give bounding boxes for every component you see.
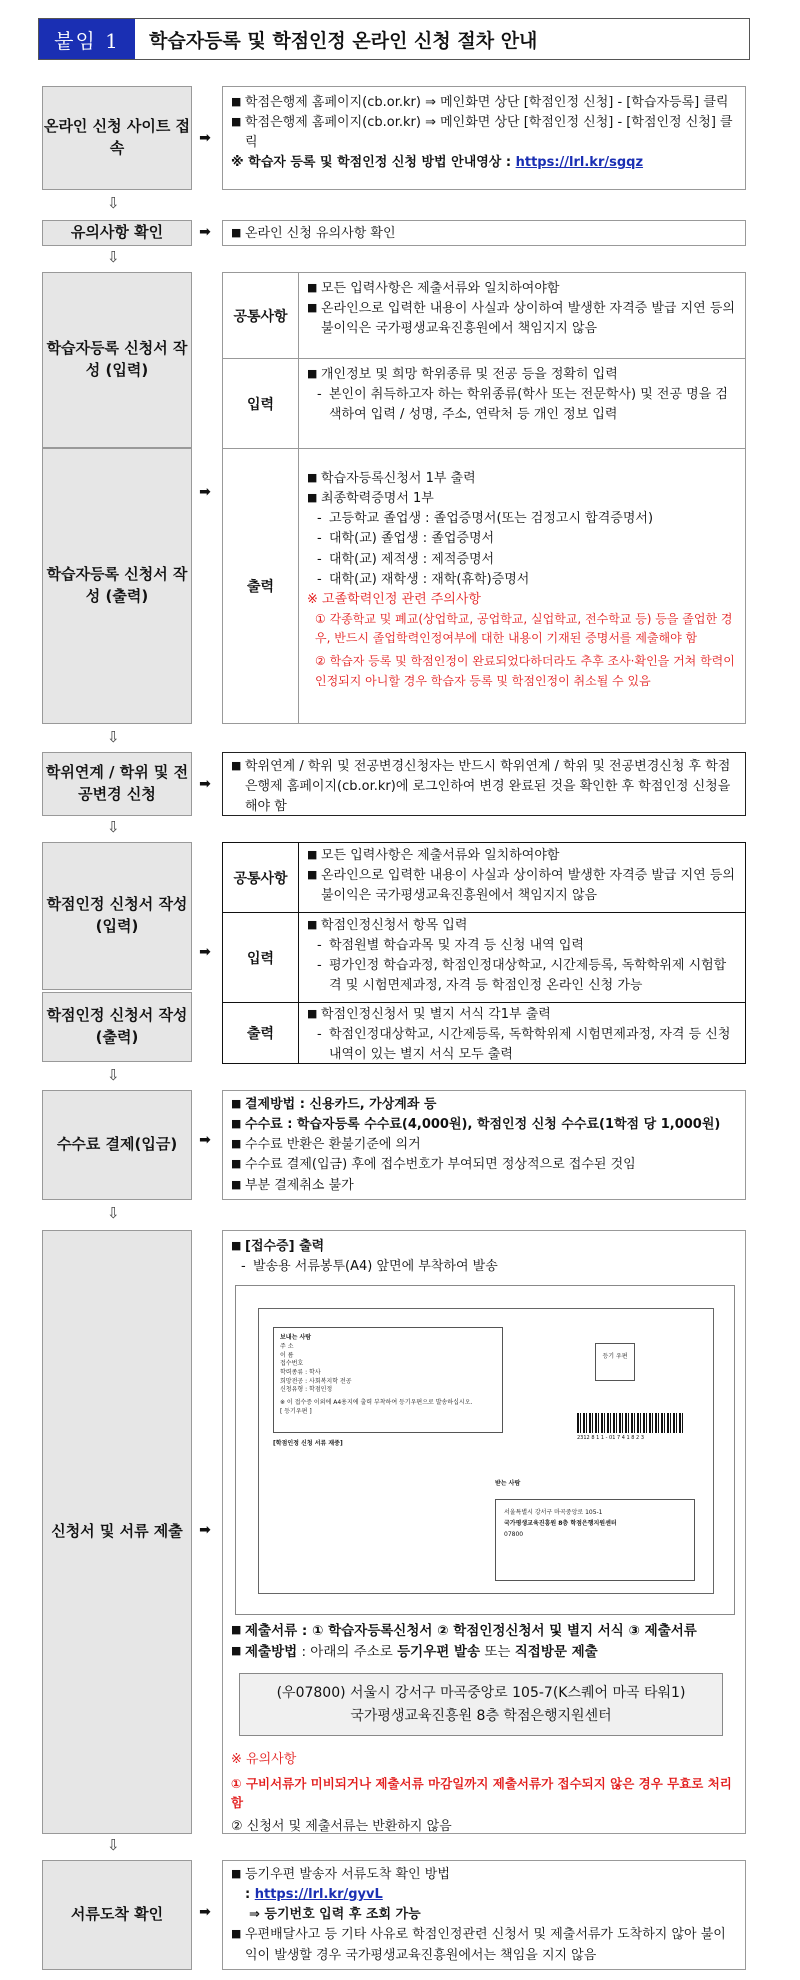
input-sub-1: - 학점원별 학습과목 및 자격 등 신청 내역 입력 (307, 936, 737, 956)
barcode-number: 2312 8 1 1 - 01 7 4 1 8 2 3 (577, 1435, 645, 1442)
input-sub: - 본인이 취득하고자 하는 학위종류(학사 또는 전문학사) 및 전공 명을 검색하여 입력 / 성명, 주소, 연락처 등 개인 정보 입력 (307, 385, 737, 425)
step-caution-check: 유의사항 확인 (42, 220, 192, 246)
step-site-access-content: ■ 학점은행제 홈페이지(cb.or.kr) ⇒ 메인화면 상단 [학점인정 신청] - [학습자등록] 클릭 ■ 학점은행제 홈페이지(cb.or.kr) ⇒ 메인화면 상단 [학점인정 신청] - [학점인정 신청] 클릭 ※ 학습자 등록 및 학점인정 신청 방법 안내영상 : https://lrl.kr/sgqz (222, 86, 746, 190)
link-prefix: : (245, 1887, 255, 1903)
recipient-line: 서울특별시 강서구 마곡중앙로 105-1 (504, 1509, 603, 1517)
caution-line: 온라인 신청 유의사항 확인 (245, 226, 396, 241)
down-arrow-icon: ⇩ (107, 728, 120, 746)
down-arrow-icon: ⇩ (107, 1066, 120, 1084)
right-arrow-icon: ➡ (199, 1132, 211, 1148)
envelope-mark: [학점인정 신청 서류 재중] (273, 1440, 343, 1448)
address-line-2: 국가평생교육진흥원 8층 학점은행지원센터 (350, 1707, 612, 1724)
fee-line-2: 수수료 : 학습자등록 수수료(4,000원), 학점인정 신청 수수료(1학점 당 1,000원) (245, 1117, 721, 1133)
output-line: 학점인정신청서 및 별지 서식 각1부 출력 (321, 1007, 551, 1022)
sender-field: 신청유형 : 학점인정 (280, 1386, 333, 1394)
page-header (38, 18, 750, 60)
step-credit-output: 학점인정 신청서 작성(출력) (42, 992, 192, 1062)
submit-caution-1: ① 구비서류가 미비되거나 제출서류 마감일까지 제출서류가 접수되지 않은 경우 무효로 처리함 (231, 1776, 732, 1811)
sender-field: 희망전공 : 사회복지학 전공 (280, 1377, 352, 1385)
down-arrow-icon: ⇩ (107, 1836, 120, 1854)
learner-registration-table: 공통사항 ■ 모든 입력사항은 제출서류와 일치하여야함 ■ 온라인으로 입력한 내용이 사실과 상이하여 발생한 자격증 발급 지연 등의 불이익은 국가평생교육진흥원에서 책임지지 않음 입력 ■ 개인정보 및 희망 학위종류 및 전공 등을 정확히 입력 - 본인이 취득하고자 하는 학위종류(학사 또는 전문학사) 및 전공 명을 검색하여 입력 / 성명, 주소, 연락처 등 개인 정보 입력 출력 ■ 학습자등록신청서 1부 출력 ■ 최종학력증명서 1부 - 고등학교 졸업생 : 졸업증명서(또는 검정고시 합격증명서) - 대학(교) 졸업생 : 졸업증명서 - 대학(교) 제적생 : 제적증명서 - 대학(교) 재학생 : 재학(휴학)증명서 ※ 고졸학력인정 관련 주의사항 ① 각종학교 및 폐교(상업학교, 공업학교, 실업학교, 전수학교 등) 등을 졸업한 경우, 반드시 졸업학력인정여부에 대한 내용이 기재된 증명서를 제출해야 함 ② 학습자 등록 및 학점인정이 완료되었다하더라도 추후 조사·확인을 거쳐 학력이 인정되지 아니할 경우 학습자 등록 및 학점인정이 취소될 수 있음 (222, 272, 746, 724)
fee-line-5: 부분 결제취소 불가 (245, 1177, 354, 1193)
arrival-line-1: 등기우편 발송자 서류도착 확인 방법 (245, 1867, 450, 1882)
output-line-1: 학습자등록신청서 1부 출력 (321, 471, 476, 486)
right-arrow-icon: ➡ (199, 1904, 211, 1920)
right-arrow-icon: ➡ (199, 1522, 211, 1538)
hs-caution-1: ① 각종학교 및 폐교(상업학교, 공업학교, 실업학교, 전수학교 등) 등을 졸업한 경우, 반드시 졸업학력인정여부에 대한 내용이 기재된 증명서를 제출해야 함 (315, 611, 733, 646)
submit-caution-2: ② 신청서 및 제출서류는 반환하지 않음 (231, 1818, 452, 1834)
sender-title: 보내는 사람 (280, 1334, 312, 1342)
right-arrow-icon: ➡ (199, 224, 211, 240)
docs-value: ① 학습자등록신청서 ② 학점인정신청서 및 별지 서식 ③ 제출서류 (311, 1623, 697, 1640)
step-fee-content: ■ 결제방법 : 신용카드, 가상계좌 등 ■ 수수료 : 학습자등록 수수료(4,000원), 학점인정 신청 수수료(1학점 당 1,000원) ■ 수수료 반환은 환불기준에 의거 ■ 수수료 결제(입금) 후에 접수번호가 부여되면 정상적으로 접수된 것임 ■ 부분 결제취소 불가 (222, 1090, 746, 1200)
output-line-2: 최종학력증명서 1부 (321, 491, 434, 507)
input-line: 개인정보 및 희망 학위종류 및 전공 등을 정확히 입력 (321, 367, 618, 382)
page-title: 학습자등록 및 학점인정 온라인 신청 절차 안내 (149, 29, 538, 52)
sender-note: ※ 이 접수증 이외에 A4용지에 출력 부착하여 등기우편으로 발송하십시오. (280, 1399, 473, 1407)
down-arrow-icon: ⇩ (107, 1204, 120, 1222)
right-arrow-icon: ➡ (199, 484, 211, 500)
address-line-1: (우07800) 서울시 강서구 마곡중앙로 105-7(K스퀘어 마곡 타워1) (276, 1685, 686, 1702)
fee-line-4: 수수료 결제(입금) 후에 접수번호가 부여되면 정상적으로 접수된 것임 (245, 1157, 636, 1173)
step-credit-input: 학점인정 신청서 작성(입력) (42, 842, 192, 990)
recipient-title: 받는 사람 (495, 1480, 521, 1488)
stamp-box: 등기 우편 (595, 1343, 635, 1381)
method-value: : 아래의 주소로 (297, 1644, 398, 1661)
step-arrival-content: ■ 등기우편 발송자 서류도착 확인 방법 : https://lrl.kr/gyvL ⇒ 등기번호 입력 후 조회 가능 ■ 우편배달사고 등 기타 사유로 학점인정관련 신청서 및 제출서류가 도착하지 않아 불이익이 발생할 경우 국가평생교육진흥원에서는 책임을 지지 않음 (222, 1860, 746, 1970)
output-sub-1: - 고등학교 졸업생 : 졸업증명서(또는 검정고시 합격증명서) (307, 509, 737, 529)
step-learner-output: 학습자등록 신청서 작성 (출력) (42, 448, 192, 724)
credit-application-table: 공통사항 ■ 모든 입력사항은 제출서류와 일치하여야함 ■ 온라인으로 입력한 내용이 사실과 상이하여 발생한 자격증 발급 지연 등의 불이익은 국가평생교육진흥원에서 책임지지 않음 입력 ■ 학점인정신청서 항목 입력 - 학점원별 학습과목 및 자격 등 신청 내역 입력 - 평가인정 학습과정, 학점인정대상학교, 시간제등록, 독학학위제 시험합격 및 시험면제과정, 자격 등 학점인정 온라인 신청 가능 출력 ■ 학점인정신청서 및 별지 서식 각1부 출력 - 학점인정대상학교, 시간제등록, 독학학위제 시험면제과정, 자격 등 신청내역이 있는 별지 서식 모두 출력 (222, 842, 746, 1064)
fee-line-1: 결제방법 : 신용카드, 가상계좌 등 (245, 1097, 437, 1112)
sender-field: 주 소 (280, 1342, 294, 1350)
output-sub-2: - 대학(교) 졸업생 : 졸업증명서 (307, 529, 737, 549)
method-visit: 직접방문 제출 (514, 1644, 598, 1661)
down-arrow-icon: ⇩ (107, 818, 120, 836)
tracking-link[interactable]: https://lrl.kr/gyvL (254, 1887, 383, 1903)
common-line-1: 모든 입력사항은 제출서류와 일치하여야함 (321, 281, 560, 296)
output-label: 출력 (223, 1003, 299, 1063)
step-caution-content: ■ 온라인 신청 유의사항 확인 (222, 220, 746, 246)
step-learner-input: 학습자등록 신청서 작성 (입력) (42, 272, 192, 448)
hs-caution-2: ② 학습자 등록 및 학점인정이 완료되었다하더라도 추후 조사·확인을 거쳐 학력이 인정되지 아니할 경우 학습자 등록 및 학점인정이 취소될 수 있음 (315, 654, 735, 688)
sender-box (273, 1327, 503, 1433)
envelope-illustration (235, 1285, 735, 1615)
input-label: 입력 (223, 913, 299, 1002)
submission-address (239, 1673, 723, 1736)
step-document-content: ■ [접수증] 출력 - 발송용 서류봉투(A4) 앞면에 부착하여 발송 보내는 사람 주 소 이 름 접수번호 학력종류 : 학사 희망전공 : 사회복지학 전공 신청유형 : 학점인정 ※ 이 접수증 이외에 A4용지에 출력 부착하여 등기우편으로 발송하십시오. [ 등기우편 ] 등기 우편 2312 8 1 1 - 01 7 4 1 8 2 3 [학점인정 신청 서류 재중] 받는 사람 서울특별시 강서구 마곡중앙로 105-1 국가평생교육진흥원 8층 학점은행지원센터 07800 ■ 제출서류 : ① 학습자등록신청서 ② 학점인정신청서 및 별지 서식 ③ 제출서류 ■ 제출방법 : 아래의 주소로 등기우편 발송 또는 직접방문 제출 (우07800) 서울시 강서구 마곡중앙로 105-7(K스퀘어 마곡 타워1) 국가평생교육진흥원 8층 학점은행지원센터 ※ 유의사항 ① 구비서류가 미비되거나 제출서류 마감일까지 제출서류가 접수되지 않은 경우 무효로 처리함 ② 신청서 및 제출서류는 반환하지 않음 (222, 1230, 746, 1834)
step-degree-change: 학위연계 / 학위 및 전공변경 신청 (42, 752, 192, 816)
receipt-line: [접수증] 출력 (245, 1239, 325, 1254)
sender-tag: [ 등기우편 ] (280, 1407, 312, 1415)
sender-field: 접수번호 (280, 1360, 304, 1368)
output-sub-4: - 대학(교) 재학생 : 재학(휴학)증명서 (307, 570, 737, 590)
recipient-box (495, 1499, 695, 1581)
attachment-badge: 붙임 1 (39, 19, 135, 59)
common-line-2: 온라인으로 입력한 내용이 사실과 상이하여 발생한 자격증 발급 지연 등의 불이익은 국가평생교육진흥원에서 책임지지 않음 (321, 301, 735, 337)
arrival-line-3: 우편배달사고 등 기타 사유로 학점인정관련 신청서 및 제출서류가 도착하지 않아 불이익이 발생할 경우 국가평생교육진흥원에서는 책임을 지지 않음 (245, 1927, 726, 1963)
fee-line-3: 수수료 반환은 환불기준에 의거 (245, 1137, 421, 1153)
input-label: 입력 (223, 359, 299, 448)
common-label: 공통사항 (223, 843, 299, 912)
envelope (258, 1308, 714, 1594)
docs-label: 제출서류 : (245, 1623, 312, 1640)
common-label: 공통사항 (223, 273, 299, 358)
degree-change-line: 학위연계 / 학위 및 전공변경신청자는 반드시 학위연계 / 학위 및 전공변경신청 후 학점은행제 홈페이지(cb.or.kr)에 로그인하여 변경 완료된 것을 확인한 후 학점인정 신청을 해야 함 (245, 759, 731, 815)
video-note: ※ 학습자 등록 및 학점인정 신청 방법 안내영상 : (231, 155, 516, 171)
common-line-2: 온라인으로 입력한 내용이 사실과 상이하여 발생한 자격증 발급 지연 등의 불이익은 국가평생교육진흥원에서 책임지지 않음 (321, 868, 735, 904)
common-line-1: 모든 입력사항은 제출서류와 일치하여야함 (321, 848, 560, 863)
input-sub-2: - 평가인정 학습과정, 학점인정대상학교, 시간제등록, 독학학위제 시험합격 및 시험면제과정, 자격 등 학점인정 온라인 신청 가능 (307, 956, 737, 996)
down-arrow-icon: ⇩ (107, 248, 120, 266)
right-arrow-icon: ➡ (199, 776, 211, 792)
sender-field: 학력종류 : 학사 (280, 1369, 321, 1377)
step-site-access: 온라인 신청 사이트 접속 (42, 86, 192, 190)
recipient-line: 국가평생교육진흥원 8층 학점은행지원센터 (504, 1520, 617, 1528)
output-sub: - 학점인정대상학교, 시간제등록, 독학학위제 시험면제과정, 자격 등 신청내역이 있는 별지 서식 모두 출력 (307, 1025, 737, 1065)
down-arrow-icon: ⇩ (107, 194, 120, 212)
video-link[interactable]: https://lrl.kr/sgqz (515, 155, 644, 171)
output-sub-3: - 대학(교) 제적생 : 제적증명서 (307, 550, 737, 570)
barcode (577, 1413, 685, 1433)
step-document-submit: 신청서 및 서류 제출 (42, 1230, 192, 1834)
right-arrow-icon: ➡ (199, 130, 211, 146)
step-fee-payment: 수수료 결제(입금) (42, 1090, 192, 1200)
method-label: 제출방법 (245, 1644, 298, 1661)
arrival-line-2: ⇒ 등기번호 입력 후 조회 가능 (249, 1907, 421, 1923)
site-line-2: 학점은행제 홈페이지(cb.or.kr) ⇒ 메인화면 상단 [학점인정 신청] - [학점인정 신청] 클릭 (245, 115, 733, 151)
input-line: 학점인정신청서 항목 입력 (321, 918, 468, 933)
step-arrival-check: 서류도착 확인 (42, 1860, 192, 1970)
output-label: 출력 (223, 449, 299, 723)
receipt-sub: - 발송용 서류봉투(A4) 앞면에 부착하여 발송 (231, 1257, 737, 1277)
recipient-line: 07800 (504, 1530, 524, 1538)
sender-field: 이 름 (280, 1351, 294, 1359)
submit-caution-title: ※ 유의사항 (231, 1751, 297, 1767)
step-degree-change-content: ■ 학위연계 / 학위 및 전공변경신청자는 반드시 학위연계 / 학위 및 전공변경신청 후 학점은행제 홈페이지(cb.or.kr)에 로그인하여 변경 완료된 것을 확인한 후 학점인정 신청을 해야 함 (222, 752, 746, 816)
method-mail: 등기우편 발송 (397, 1644, 481, 1661)
site-line-1: 학점은행제 홈페이지(cb.or.kr) ⇒ 메인화면 상단 [학점인정 신청] - [학습자등록] 클릭 (245, 95, 729, 110)
hs-caution-title: ※ 고졸학력인정 관련 주의사항 (307, 591, 481, 607)
right-arrow-icon: ➡ (199, 944, 211, 960)
method-or: 또는 (480, 1644, 515, 1661)
